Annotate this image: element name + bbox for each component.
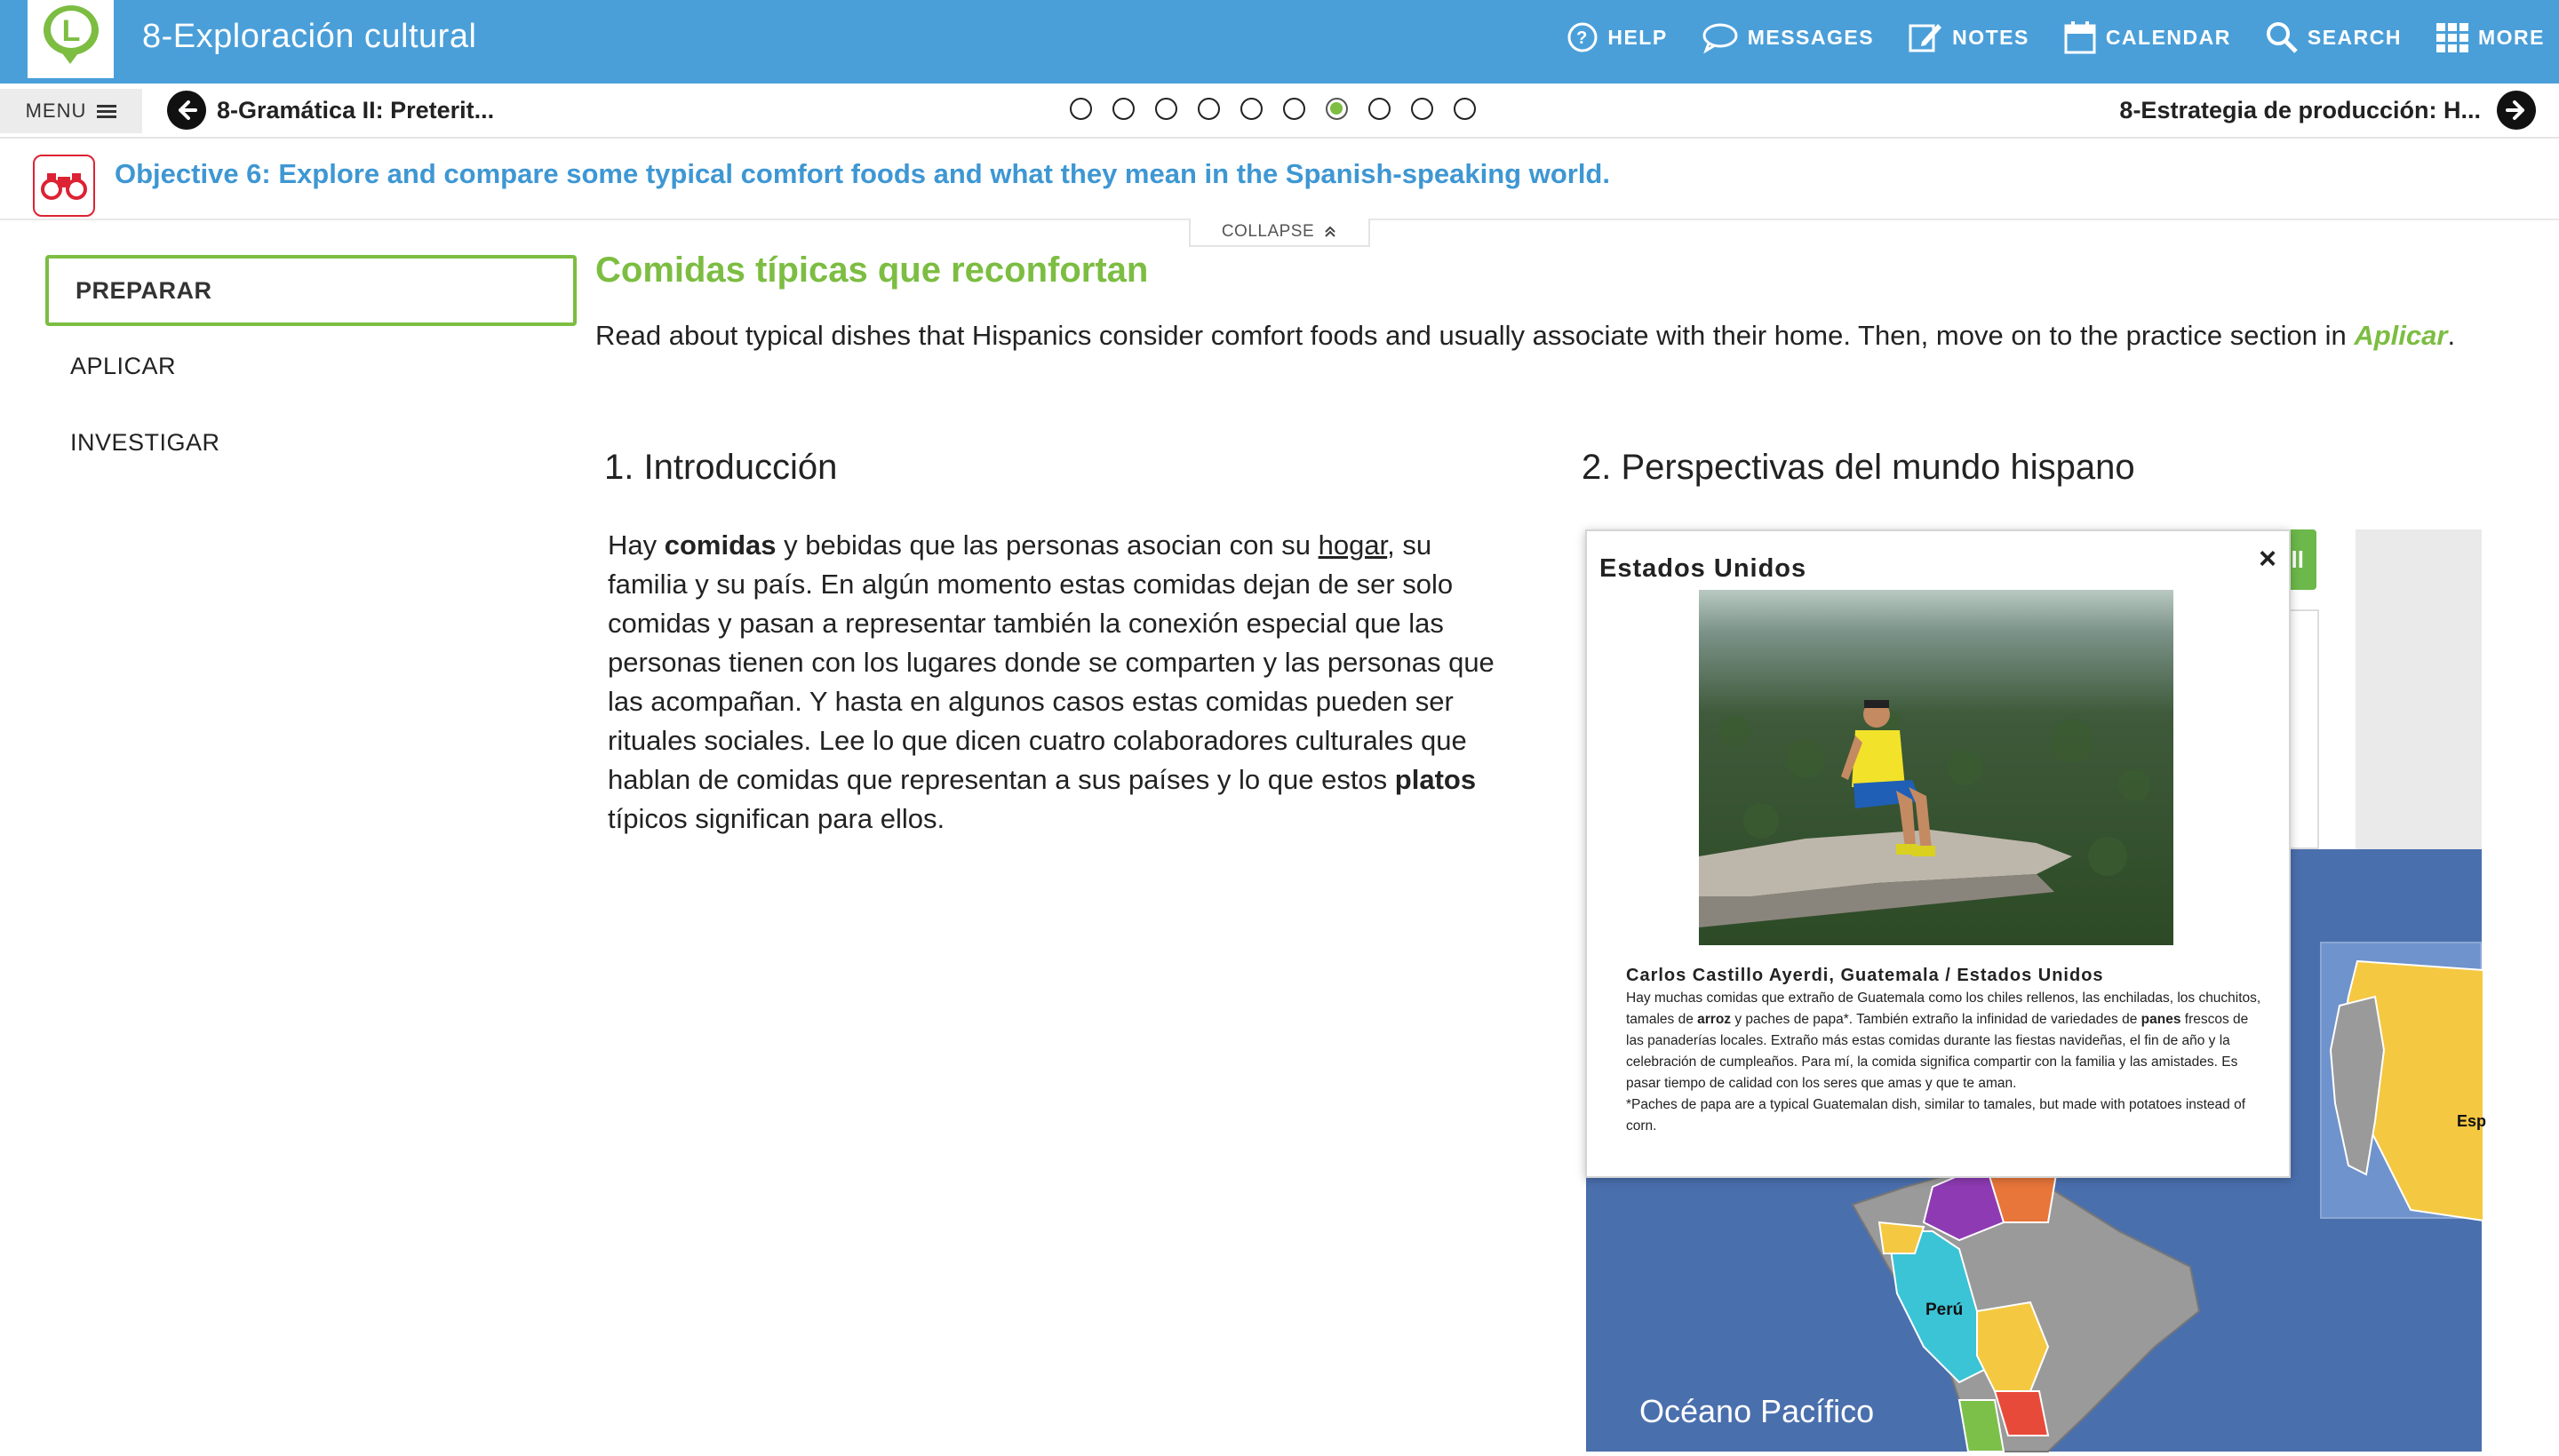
hamburger-icon [97,103,116,119]
notes-button[interactable] [1908,20,2029,54]
vocab-comidas[interactable]: comidas [664,529,777,561]
toolbar [1533,0,2545,75]
page-dot[interactable] [1411,98,1433,120]
introduccion-heading: 1. Introducción [604,448,838,487]
logo-letter: L [61,14,81,48]
calendar-button[interactable] [2063,20,2231,55]
page-dot[interactable] [1368,98,1391,120]
spain-map-inset[interactable] [2320,942,2482,1219]
map-label-pacific: Océano Pacífico [1639,1393,1875,1429]
page-indicator [1070,98,1496,120]
more-label: MORE [2478,25,2545,49]
contributor-name: Carlos Castillo Ayerdi, Guatemala / Estados Unidos [1626,966,2104,985]
objective-banner [0,139,2559,220]
vocab-hogar[interactable]: hogar [1318,529,1388,561]
map-green-button[interactable]: ll [2236,529,2316,590]
svg-text:?: ? [1576,28,1590,48]
help-button[interactable] [1566,21,1667,53]
double-chevron-up-icon [1323,225,1337,239]
country-popup [1585,529,2291,1178]
search-button[interactable] [2265,20,2402,54]
arrow-right-icon [2497,91,2536,130]
vocab-arroz[interactable]: arroz [1697,1012,1732,1027]
perspectivas-heading: 2. Perspectivas del mundo hispano [1582,448,2135,487]
calendar-icon [2063,20,2097,55]
chat-bubble-icon [1702,22,1739,52]
page-dot[interactable] [1454,98,1476,120]
calendar-label: CALENDAR [2105,25,2231,49]
sidebar-item-investigar[interactable]: INVESTIGAR [70,428,220,456]
messages-label: MESSAGES [1747,25,1875,49]
sidebar-item-aplicar[interactable]: APLICAR [70,352,177,379]
more-button[interactable] [2435,22,2545,52]
close-icon[interactable]: × [2259,542,2276,576]
previous-activity-link[interactable] [167,91,494,130]
app-logo[interactable] [28,0,114,78]
introduccion-text: Hay comidas y bebidas que las personas asocian con su hogar, su familia y su país. En algún momento estas comidas dejan de ser solo comidas y pasan a representar también la conexión especial que las personas tienen con los lugares donde se comparten y las personas que las acompañan. Y hasta en algunos casos estas comidas pueden ser rituales sociales. Lee lo que dicen cuatro colaboradores culturales que hablan de comidas que representan a sus países y lo que estos platos típicos significan para ellos. [608,529,1495,834]
next-activity-link[interactable] [2119,91,2536,130]
collapse-label: COLLAPSE [1221,222,1315,241]
contributor-quote: Hay muchas comidas que extraño de Guatemala como los chiles rellenos, las enchiladas, los chuchitos, tamales de arroz y paches de papa*. También extraño la infinidad de variedades de panes frescos de las panaderías locales. Extraño más estas comidas durante las fiestas navideñas, el fin de año y la celebración de cumpleaños. Para mí, la comida significa compartir con la familia y las amistades. Es pasar tiempo de calidad con los seres que amas y que te aman. [1626,991,2261,1091]
messages-button[interactable] [1702,22,1874,52]
map-label-peru: Perú [1925,1301,1964,1319]
lesson-nav-bar [0,84,2559,139]
page-dot[interactable] [1198,98,1220,120]
app-title: 8-Exploración cultural [142,18,477,55]
contributor-caption [1626,963,2266,1137]
popup-title: Estados Unidos [1599,554,1807,583]
help-label: HELP [1607,25,1668,49]
previous-activity-label: 8-Gramática II: Preterit... [217,96,495,123]
page-dot[interactable] [1070,98,1092,120]
contributor-photo [1699,590,2173,945]
intro-paragraph [595,316,2515,355]
intro-text: Read about typical dishes that Hispanics consider comfort foods and usually associate with their home. Then, move on to the practice section in [595,320,2347,351]
vocab-panes[interactable]: panes [2140,1012,2181,1027]
page-dot[interactable] [1155,98,1177,120]
menu-label: MENU [25,99,87,122]
next-activity-label: 8-Estrategia de producción: H... [2119,96,2481,123]
page-dot[interactable] [1112,98,1135,120]
objective-text: Objective 6: Explore and compare some typical comfort foods and what they mean in the Spanish-speaking world. [115,158,1610,189]
section-title: Comidas típicas que reconfortan [595,251,1149,290]
sidebar-item-preparar[interactable]: PREPARAR [45,255,577,326]
binoculars-icon [33,155,95,217]
menu-button[interactable] [0,89,142,133]
arrow-left-icon [167,91,206,130]
pencil-note-icon [1908,20,1943,54]
caption-footnote: *Paches de papa are a typical Guatemalan dish, similar to tamales, but made with potatoes instead of corn. [1626,1097,2246,1134]
intro-end: . [2447,320,2456,351]
collapse-button[interactable] [1189,219,1370,247]
aplicar-link[interactable]: Aplicar [2354,320,2448,351]
help-icon [1566,21,1598,53]
page-dot[interactable] [1326,98,1348,120]
vocab-platos[interactable]: platos [1394,764,1477,795]
logo-bubble-icon [44,5,99,55]
page-dot[interactable] [1240,98,1263,120]
page-dot[interactable] [1283,98,1305,120]
search-label: SEARCH [2307,25,2402,49]
grid-icon [2435,22,2469,52]
search-icon [2265,20,2299,54]
map-label-spain: Esp [2457,1112,2487,1130]
top-bar [0,0,2559,84]
notes-label: NOTES [1952,25,2029,49]
